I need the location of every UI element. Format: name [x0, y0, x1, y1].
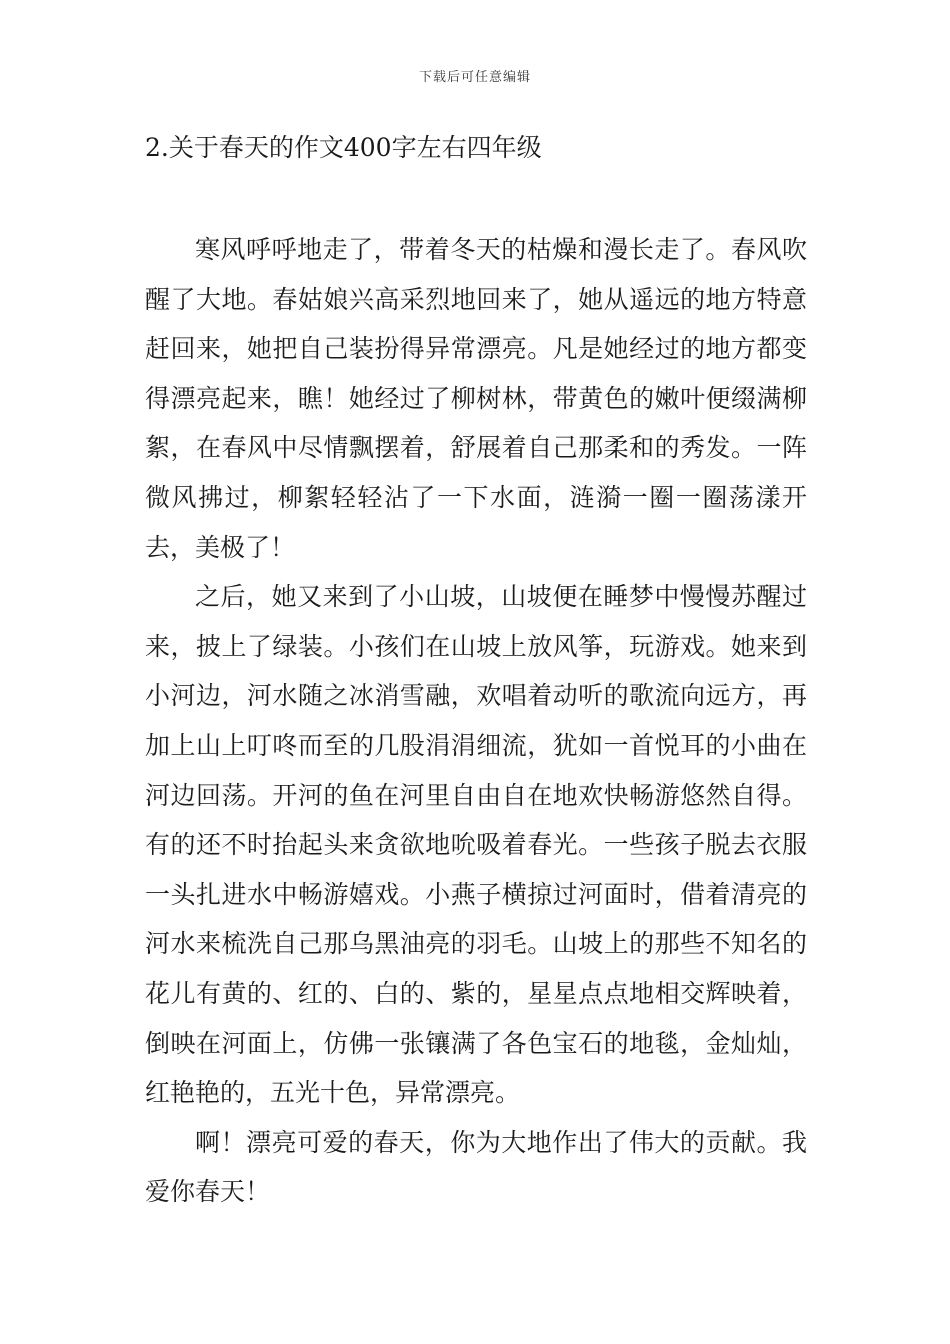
paragraph-1: 寒风呼呼地走了，带着冬天的枯燥和漫长走了。春风吹醒了大地。春姑娘兴高采烈地回来了，她从遥远的地方特意赶回来，她把自己装扮得异常漂亮。凡是她经过的地方都变得漂亮起来，瞧！她经过了柳树林，带黄色的嫩叶便缀满柳絮，在春风中尽情飘摆着，舒展着自己那柔和的秀发。一阵微风拂过，柳絮轻轻沾了一下水面，涟漪一圈一圈荡漾开去，美极了！	[145, 235, 807, 562]
document-title: 2.关于春天的作文400字左右四年级	[145, 133, 542, 162]
page-header-note: 下载后可任意编辑	[418, 70, 531, 85]
paragraph-3: 啊！漂亮可爱的春天，你为大地作出了伟大的贡献。我爱你春天！	[145, 1127, 807, 1207]
paragraph-2: 之后，她又来到了小山坡，山坡便在睡梦中慢慢苏醒过来，披上了绿装。小孩们在山坡上放风筝，玩游戏。她来到小河边，河水随之冰消雪融，欢唱着动听的歌流向远方，再加上山上叮咚而至的几股涓涓细流，犹如一首悦耳的小曲在河边回荡。开河的鱼在河里自由自在地欢快畅游悠然自得。有的还不时抬起头来贪欲地吮吸着春光。一些孩子脱去衣服一头扎进水中畅游嬉戏。小燕子横掠过河面时，借着清亮的河水来梳洗自己那乌黑油亮的羽毛。山坡上的那些不知名的花儿有黄的、红的、白的、紫的，星星点点地相交辉映着，倒映在河面上，仿佛一张镶满了各色宝石的地毯，金灿灿，红艳艳的，五光十色，异常漂亮。	[145, 582, 807, 1108]
document-body	[145, 225, 807, 1217]
